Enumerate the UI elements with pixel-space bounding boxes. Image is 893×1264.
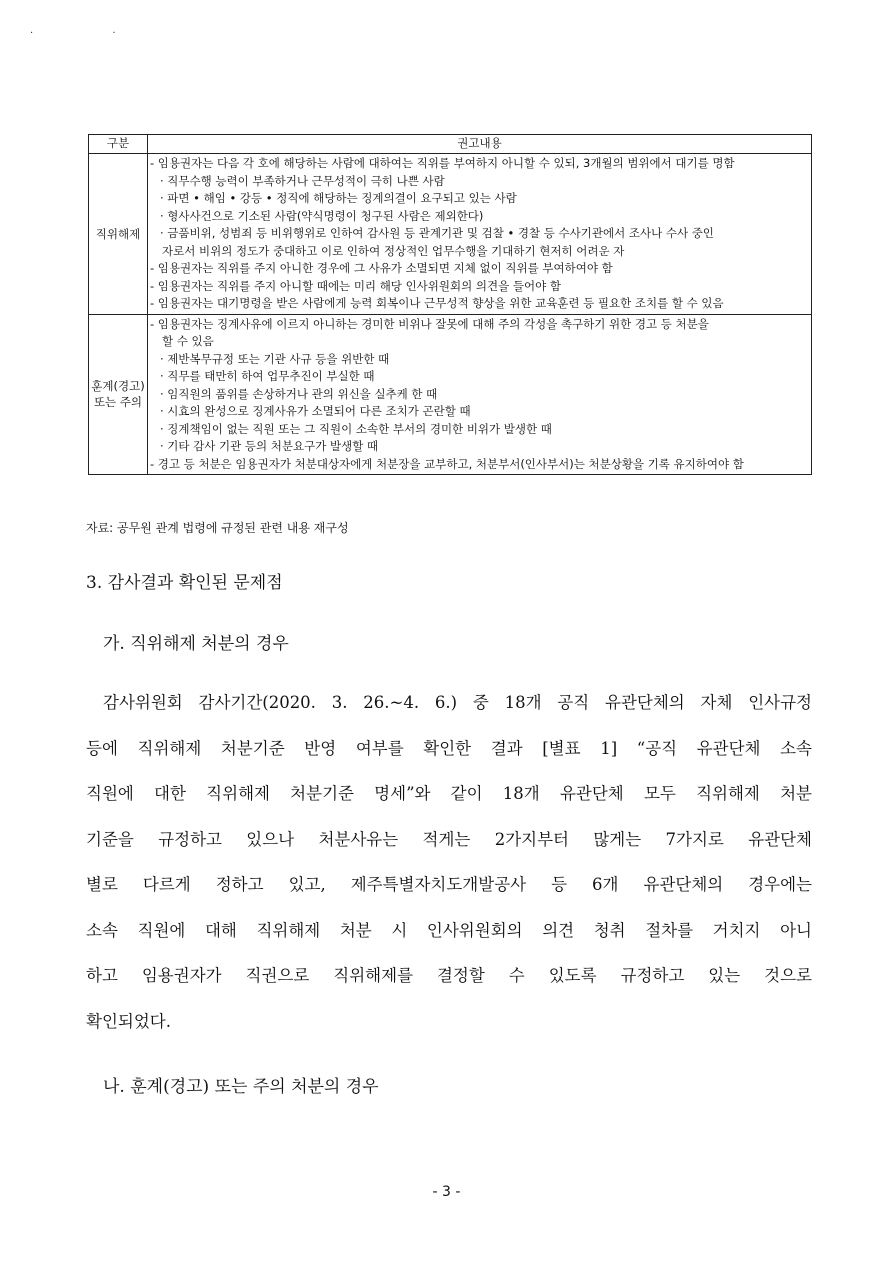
paragraph-line: 기준을 규정하고 있으나 처분사유는 적게는 2가지부터 많게는 7가지로 유관단체 bbox=[86, 829, 812, 849]
content-line: - 임용권자는 징계사유에 이르지 아니하는 경미한 비위나 잘못에 대해 주의 각성을 촉구하기 위한 경고 등 처분을 bbox=[150, 316, 709, 331]
content-line: - 임용권자는 다음 각 호에 해당하는 사람에 대하여는 직위를 부여하지 아니할 수 있되, 3개월의 범위에서 대기를 명함 bbox=[150, 156, 735, 170]
table-row bbox=[89, 154, 812, 315]
content-line: - 경고 등 처분은 임용권자가 처분대상자에게 처분장을 교부하고, 처분부서(인사부서)는 처분상황을 기록 유지하여야 함 bbox=[150, 456, 744, 471]
content-line: · 징계책임이 없는 직원 또는 그 직원이 소속한 부서의 경미한 비위가 발생한 때 bbox=[160, 421, 552, 436]
source-note: 자료: 공무원 관계 법령에 규정된 관련 내용 재구성 bbox=[86, 521, 349, 535]
paragraph-line: 등에 직위해제 처분기준 반영 여부를 확인한 결과 [별표 1] “공직 유관단체 소속 bbox=[86, 738, 812, 758]
body-paragraph bbox=[86, 680, 812, 1044]
recommendation-table bbox=[88, 134, 812, 475]
subsection-title-a: 가. 직위해제 처분의 경우 bbox=[103, 634, 289, 654]
row-category bbox=[89, 154, 148, 315]
row-category bbox=[89, 314, 148, 475]
paragraph-line: 별로 다르게 정하고 있고, 제주특별자치도개발공사 등 6개 유관단체의 경우에는 bbox=[86, 875, 812, 894]
content-line: · 금품비위, 성범죄 등 비위행위로 인하여 감사원 등 관계기관 및 검찰 • 경찰 등 수사기관에서 조사나 수사 중인 bbox=[160, 226, 714, 240]
row-content bbox=[148, 314, 812, 475]
content-line: · 제반복무규정 또는 기관 사규 등을 위반한 때 bbox=[160, 351, 390, 366]
category-line: 또는 주의 bbox=[93, 395, 143, 410]
paragraph-line: 하고 임용권자가 직권으로 직위해제를 결정할 수 있도록 규정하고 있는 것으로 bbox=[86, 966, 812, 985]
content-line: · 형사사건으로 기소된 사람(약식명령이 청구된 사람은 제외한다) bbox=[160, 208, 484, 223]
content-line: · 직무수행 능력이 부족하거나 근무성적이 극히 나쁜 사람 bbox=[160, 173, 445, 188]
table-header-row bbox=[89, 135, 812, 154]
scan-marks: · · bbox=[30, 28, 154, 39]
content-line: · 직무를 태만히 하여 업무추진이 부실한 때 bbox=[160, 369, 375, 383]
content-line: - 임용권자는 직위를 주지 아니할 때에는 미리 해당 인사위원회의 의견을 들어야 함 bbox=[150, 278, 561, 293]
content-line: · 임직원의 품위를 손상하거나 관의 위신을 실추케 한 때 bbox=[160, 386, 438, 401]
category-line: 훈계(경고) bbox=[91, 379, 145, 394]
section-title: 3. 감사결과 확인된 문제점 bbox=[86, 573, 283, 593]
table-row bbox=[89, 314, 812, 475]
content-line: · 기타 감사 기관 등의 처분요구가 발생할 때 bbox=[160, 439, 379, 453]
row-content bbox=[148, 154, 812, 315]
page-number: - 3 - bbox=[432, 1184, 461, 1200]
content-line: 자로서 비위의 정도가 중대하고 이로 인하여 정상적인 업무수행을 기대하기 현저히 어려운 자 bbox=[162, 243, 625, 258]
category-line: 직위해제 bbox=[95, 226, 141, 241]
content-line: · 파면 • 해임 • 강등 • 정직에 해당하는 징계의결이 요구되고 있는 사람 bbox=[160, 191, 517, 205]
paragraph-line: 확인되었다. bbox=[86, 1011, 171, 1031]
paragraph-line: 소속 직원에 대해 직위해제 처분 시 인사위원회의 의견 청취 절차를 거치지 아니 bbox=[86, 920, 812, 940]
header-content: 권고내용 bbox=[148, 135, 812, 154]
content-line: - 임용권자는 직위를 주지 아니한 경우에 그 사유가 소멸되면 지체 없이 직위를 부여하여야 함 bbox=[150, 261, 613, 275]
subsection-title-b: 나. 훈계(경고) 또는 주의 처분의 경우 bbox=[103, 1077, 379, 1097]
content-line: 할 수 있음 bbox=[162, 334, 214, 348]
paragraph-line: 감사위원회 감사기간(2020. 3. 26.~4. 6.) 중 18개 공직 유관단체의 자체 인사규정 bbox=[103, 693, 812, 712]
paragraph-line: 직원에 대한 직위해제 처분기준 명세”와 같이 18개 유관단체 모두 직위해제 처분 bbox=[86, 784, 812, 803]
content-line: - 임용권자는 대기명령을 받은 사람에게 능력 회복이나 근무성적 향상을 위한 교육훈련 등 필요한 조치를 할 수 있음 bbox=[150, 296, 724, 310]
content-line: · 시효의 완성으로 징계사유가 소멸되어 다른 조치가 곤란할 때 bbox=[160, 404, 471, 418]
header-category: 구분 bbox=[89, 135, 148, 154]
